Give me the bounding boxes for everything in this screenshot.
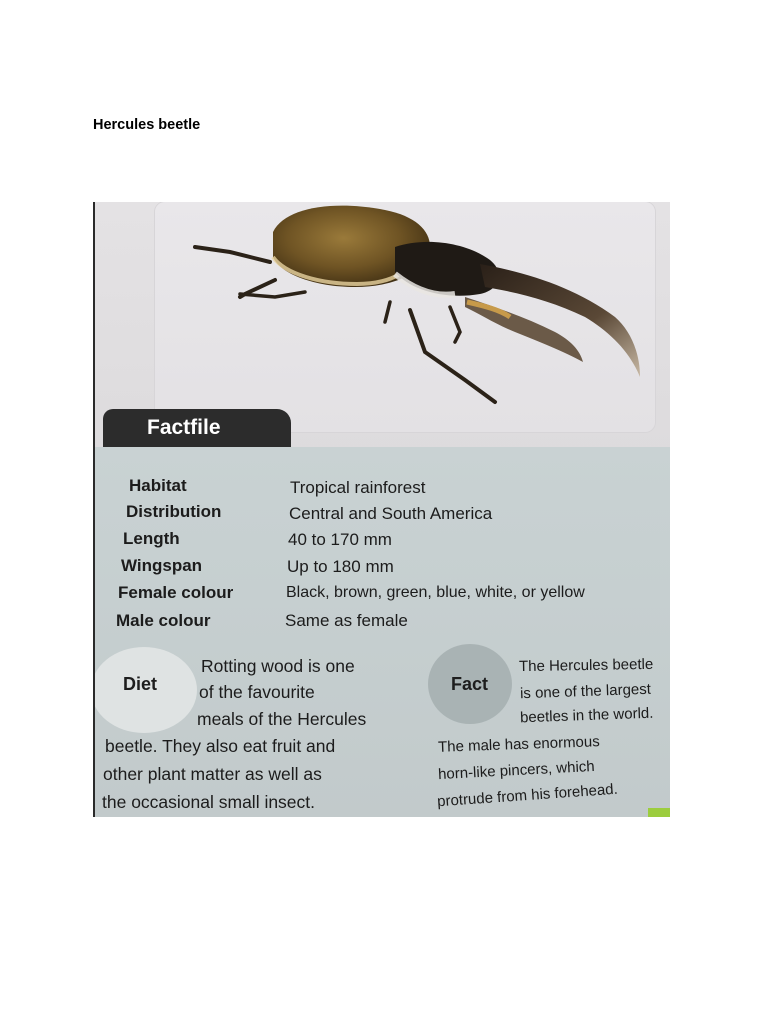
distribution-label: Distribution [126,502,222,521]
length-value: 40 to 170 mm [288,530,392,549]
male-colour-value: Same as female [285,611,408,630]
diet-line-1: Rotting wood is one [201,656,355,676]
wingspan-label: Wingspan [121,556,203,575]
fact-line-3: beetles in the world. [519,704,654,727]
fact-line-5: horn-like pincers, which [437,757,596,784]
beetle-photo [93,202,670,817]
fact-heading: Fact [451,674,489,694]
fact-line-1: The Hercules beetle [518,655,654,676]
habitat-value: Tropical rainforest [290,478,426,497]
diet-line-6: the occasional small insect. [102,792,316,812]
diet-line-5: other plant matter as well as [103,764,322,784]
fact-line-4: The male has enormous [437,733,600,756]
diet-line-2: of the favourite [199,682,315,702]
diet-line-4: beetle. They also eat fruit and [105,736,336,756]
female-colour-label: Female colour [118,583,234,602]
distribution-value: Central and South America [289,504,493,523]
diet-line-3: meals of the Hercules [197,709,367,729]
male-colour-label: Male colour [116,611,211,630]
female-colour-value: Black, brown, green, blue, white, or yellow [286,584,585,601]
document-title: Hercules beetle [93,117,201,133]
factfile-heading: Factfile [103,409,291,447]
fact-line-6: protrude from his forehead. [436,780,619,811]
fact-line-2: is one of the largest [519,680,652,703]
diet-heading: Diet [123,674,158,694]
green-page-edge [648,808,670,817]
wingspan-value: Up to 180 mm [287,557,394,576]
length-label: Length [123,529,180,548]
hercules-beetle-image [95,202,670,417]
habitat-label: Habitat [129,476,187,495]
